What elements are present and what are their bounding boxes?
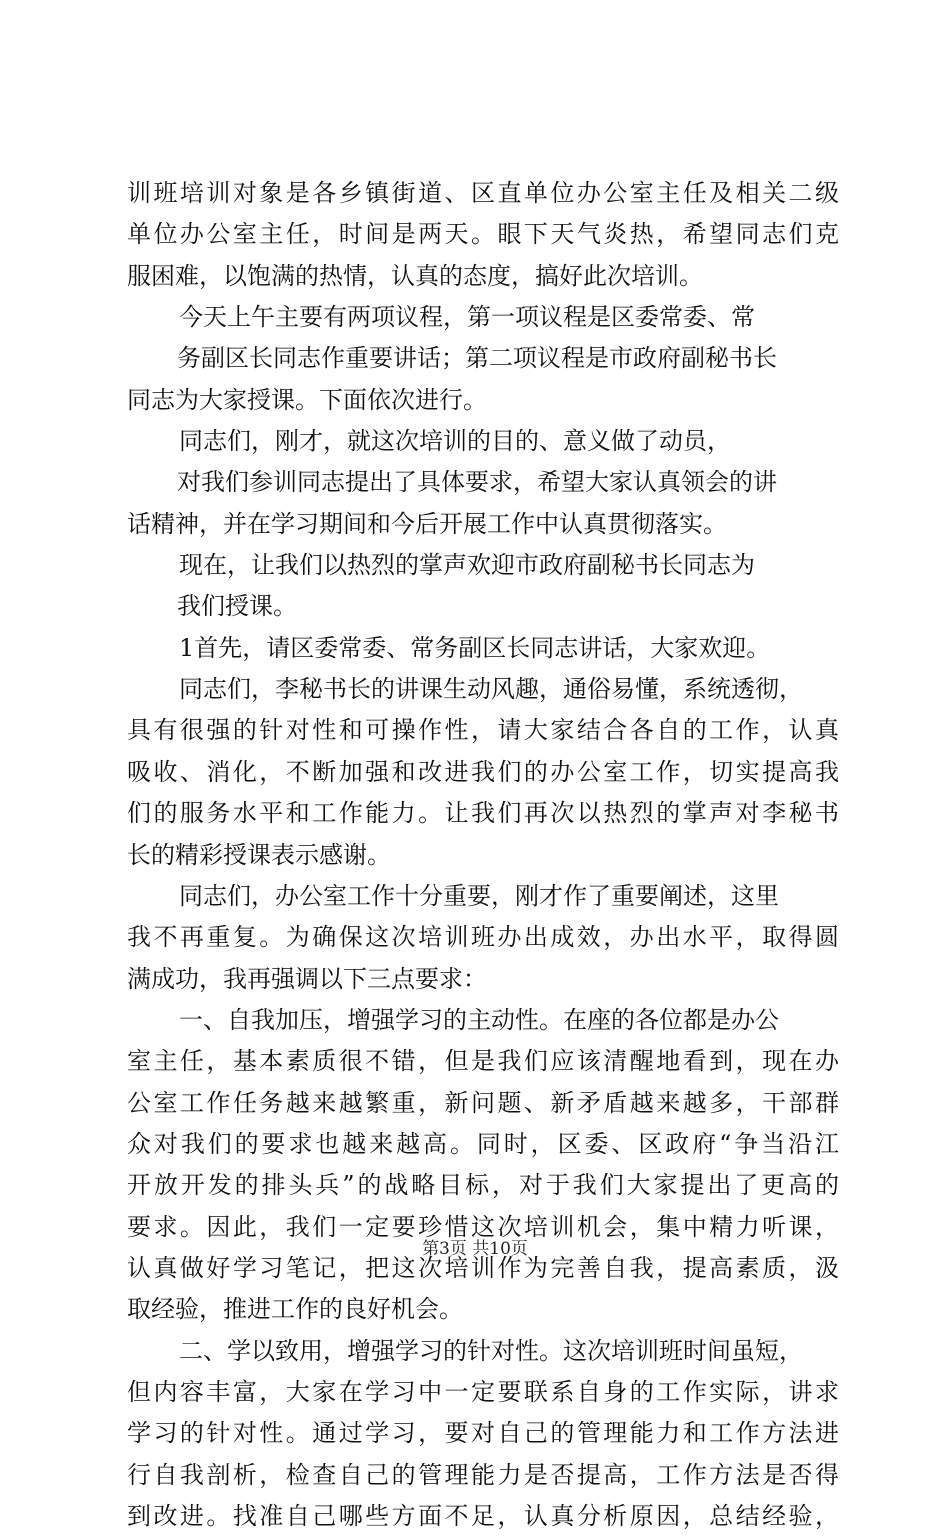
text-line: 学习的针对性。通过学习，要对自己的管理能力和工作方法进: [127, 1419, 839, 1448]
text-line: 吸收、消化，不断加强和改进我们的办公室工作，切实提高我: [127, 757, 839, 786]
text-line: 一、自我加压，增强学习的主动性。在座的各位都是办公: [179, 1005, 779, 1034]
text-line: 二、学以致用，增强学习的针对性。这次培训班时间虽短，: [179, 1336, 803, 1365]
text-line: 务副区长同志作重要讲话；第二项议程是市政府副秘书长: [177, 344, 777, 373]
text-line: 1首先，请区委常委、常务副区长同志讲话，大家欢迎。: [179, 633, 771, 662]
text-line: 室主任，基本素质很不错，但是我们应该清醒地看到，现在办: [127, 1047, 839, 1076]
text-line: 要求。因此，我们一定要珍惜这次培训机会，集中精力听课，: [127, 1212, 839, 1241]
text-line: 长的精彩授课表示感谢。: [127, 840, 391, 869]
text-line: 现在，让我们以热烈的掌声欢迎市政府副秘书长同志为: [179, 551, 755, 580]
text-line: 同志为大家授课。下面依次进行。: [127, 385, 487, 414]
text-line: 服困难，以饱满的热情，认真的态度，搞好此次培训。: [127, 261, 703, 290]
text-line: 取经验，推进工作的良好机会。: [127, 1295, 463, 1324]
text-line: 单位办公室主任，时间是两天。眼下天气炎热，希望同志们克: [127, 220, 839, 249]
text-line: 训班培训对象是各乡镇街道、区直单位办公室主任及相关二级: [127, 179, 839, 207]
text-line: 行自我剖析，检查自己的管理能力是否提高，工作方法是否得: [127, 1460, 839, 1489]
text-line: 同志们，办公室工作十分重要，刚才作了重要阐述，这里: [179, 881, 779, 910]
text-line: 同志们，李秘书长的讲课生动风趣，通俗易懂，系统透彻，: [179, 675, 803, 704]
text-line: 话精神，并在学习期间和今后开展工作中认真贯彻落实。: [127, 509, 727, 538]
text-line: 公室工作任务越来越繁重，新问题、新矛盾越来越多，干部群: [127, 1088, 839, 1117]
text-line: 我们授课。: [177, 592, 297, 621]
text-line: 满成功，我再强调以下三点要求：: [127, 964, 487, 993]
text-line: 同志们，刚才，就这次培训的目的、意义做了动员，: [179, 427, 731, 456]
text-line: 到改进。找准自己哪些方面不足，认真分析原因，总结经验，: [127, 1502, 839, 1530]
page-footer: 第3页 共10页: [422, 1239, 528, 1259]
document-body: [127, 173, 839, 1537]
text-line: 具有很强的针对性和可操作性，请大家结合各自的工作，认真: [127, 716, 839, 745]
text-line: 开放开发的排头兵”的战略目标，对于我们大家提出了更高的: [127, 1171, 839, 1200]
text-line: 众对我们的要求也越来越高。同时，区委、区政府“争当沿江: [127, 1129, 839, 1158]
text-line: 认真做好学习笔记，把这次培训作为完善自我，提高素质，汲: [127, 1253, 839, 1282]
text-line: 今天上午主要有两项议程，第一项议程是区委常委、常: [179, 303, 755, 332]
text-line: 我不再重复。为确保这次培训班办出成效，办出水平，取得圆: [127, 923, 839, 952]
text-line: 对我们参训同志提出了具体要求，希望大家认真领会的讲: [177, 468, 777, 497]
text-line: 们的服务水平和工作能力。让我们再次以热烈的掌声对李秘书: [127, 799, 839, 828]
text-line: 但内容丰富，大家在学习中一定要联系自身的工作实际，讲求: [127, 1377, 839, 1406]
